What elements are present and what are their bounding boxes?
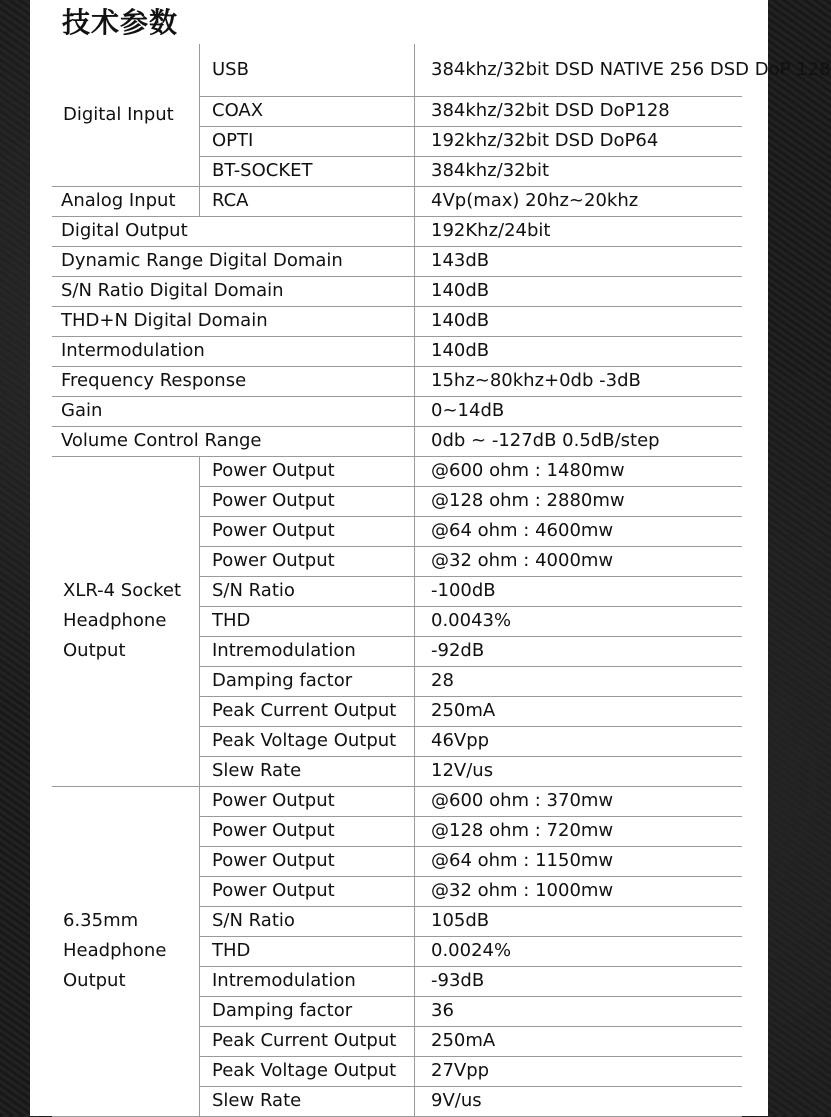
param-value: 192Khz/24bit bbox=[415, 216, 743, 246]
param-name: Slew Rate bbox=[200, 1086, 415, 1116]
param-value: -100dB bbox=[415, 576, 743, 606]
param-value: 36 bbox=[415, 996, 743, 1026]
param-value: 140dB bbox=[415, 276, 743, 306]
param-name: USB bbox=[200, 44, 415, 96]
param-name: Frequency Response bbox=[52, 366, 415, 396]
param-name: S/N Ratio Digital Domain bbox=[52, 276, 415, 306]
param-value: 140dB bbox=[415, 306, 743, 336]
param-value: 143dB bbox=[415, 246, 743, 276]
param-name: COAX bbox=[200, 96, 415, 126]
param-name: OPTI bbox=[200, 126, 415, 156]
spec-table bbox=[52, 44, 831, 1117]
param-name: Peak Current Output bbox=[200, 696, 415, 726]
param-name: THD bbox=[200, 936, 415, 966]
param-name: Gain bbox=[52, 396, 415, 426]
param-name: BT-SOCKET bbox=[200, 156, 415, 186]
param-value: 9V/us bbox=[415, 1086, 743, 1116]
table-row bbox=[52, 396, 742, 426]
table-row bbox=[52, 306, 742, 336]
param-value: @32 ohm : 4000mw bbox=[415, 546, 743, 576]
param-value: 384khz/32bit DSD NATIVE 256 DSD DoP 128 bbox=[415, 44, 743, 96]
param-value: @64 ohm : 4600mw bbox=[415, 516, 743, 546]
param-value: -92dB bbox=[415, 636, 743, 666]
param-value: 28 bbox=[415, 666, 743, 696]
table-row bbox=[52, 366, 742, 396]
param-value: @600 ohm : 1480mw bbox=[415, 456, 743, 486]
param-name: Peak Voltage Output bbox=[200, 1056, 415, 1086]
param-name: Digital Output bbox=[52, 216, 415, 246]
table-row bbox=[52, 786, 742, 816]
param-name: Damping factor bbox=[200, 996, 415, 1026]
param-name: Slew Rate bbox=[200, 756, 415, 786]
group-label-jack-output: 6.35mm Headphone Output bbox=[52, 786, 200, 1116]
param-name: Intremodulation bbox=[200, 636, 415, 666]
param-name: THD+N Digital Domain bbox=[52, 306, 415, 336]
group-label-xlr-output: XLR-4 Socket Headphone Output bbox=[52, 456, 200, 786]
param-name: Power Output bbox=[200, 816, 415, 846]
param-name: Power Output bbox=[200, 456, 415, 486]
param-name: Peak Voltage Output bbox=[200, 726, 415, 756]
table-row bbox=[52, 426, 742, 456]
param-name: Intermodulation bbox=[52, 336, 415, 366]
table-row bbox=[52, 216, 742, 246]
param-value: 27Vpp bbox=[415, 1056, 743, 1086]
param-value: 384khz/32bit bbox=[415, 156, 743, 186]
param-name: S/N Ratio bbox=[200, 906, 415, 936]
param-name: RCA bbox=[200, 186, 415, 216]
group-label-analog-input: Analog Input bbox=[52, 186, 200, 216]
param-value: 0.0043% bbox=[415, 606, 743, 636]
param-value: @64 ohm : 1150mw bbox=[415, 846, 743, 876]
table-row bbox=[52, 276, 742, 306]
param-value: 105dB bbox=[415, 906, 743, 936]
param-name: Power Output bbox=[200, 846, 415, 876]
param-name: Power Output bbox=[200, 786, 415, 816]
param-value: 192khz/32bit DSD DoP64 bbox=[415, 126, 743, 156]
table-row bbox=[52, 186, 742, 216]
param-name: Dynamic Range Digital Domain bbox=[52, 246, 415, 276]
group-label-digital-input: Digital Input bbox=[52, 44, 200, 186]
param-value: @128 ohm : 720mw bbox=[415, 816, 743, 846]
param-value: 0~14dB bbox=[415, 396, 743, 426]
param-value: 0db ~ -127dB 0.5dB/step bbox=[415, 426, 743, 456]
param-name: Power Output bbox=[200, 876, 415, 906]
table-row bbox=[52, 456, 742, 486]
param-value: @128 ohm : 2880mw bbox=[415, 486, 743, 516]
param-name: THD bbox=[200, 606, 415, 636]
param-name: Power Output bbox=[200, 486, 415, 516]
param-name: S/N Ratio bbox=[200, 576, 415, 606]
param-name: Intremodulation bbox=[200, 966, 415, 996]
param-value: @32 ohm : 1000mw bbox=[415, 876, 743, 906]
param-value: 15hz~80khz+0db -3dB bbox=[415, 366, 743, 396]
param-name: Peak Current Output bbox=[200, 1026, 415, 1056]
param-value: 250mA bbox=[415, 696, 743, 726]
param-value: -93dB bbox=[415, 966, 743, 996]
param-name: Damping factor bbox=[200, 666, 415, 696]
table-row bbox=[52, 336, 742, 366]
table-row bbox=[52, 246, 742, 276]
param-value: 4Vp(max) 20hz~20khz bbox=[415, 186, 743, 216]
param-value: 12V/us bbox=[415, 756, 743, 786]
table-row bbox=[52, 44, 742, 96]
param-name: Power Output bbox=[200, 546, 415, 576]
param-value: 46Vpp bbox=[415, 726, 743, 756]
param-value: 384khz/32bit DSD DoP128 bbox=[415, 96, 743, 126]
param-value: 250mA bbox=[415, 1026, 743, 1056]
param-name: Volume Control Range bbox=[52, 426, 415, 456]
spec-sheet bbox=[30, 0, 831, 1116]
param-value: 140dB bbox=[415, 336, 743, 366]
page-title: 技术参数 bbox=[62, 6, 179, 39]
param-name: Power Output bbox=[200, 516, 415, 546]
param-value: @600 ohm : 370mw bbox=[415, 786, 743, 816]
param-value: 0.0024% bbox=[415, 936, 743, 966]
